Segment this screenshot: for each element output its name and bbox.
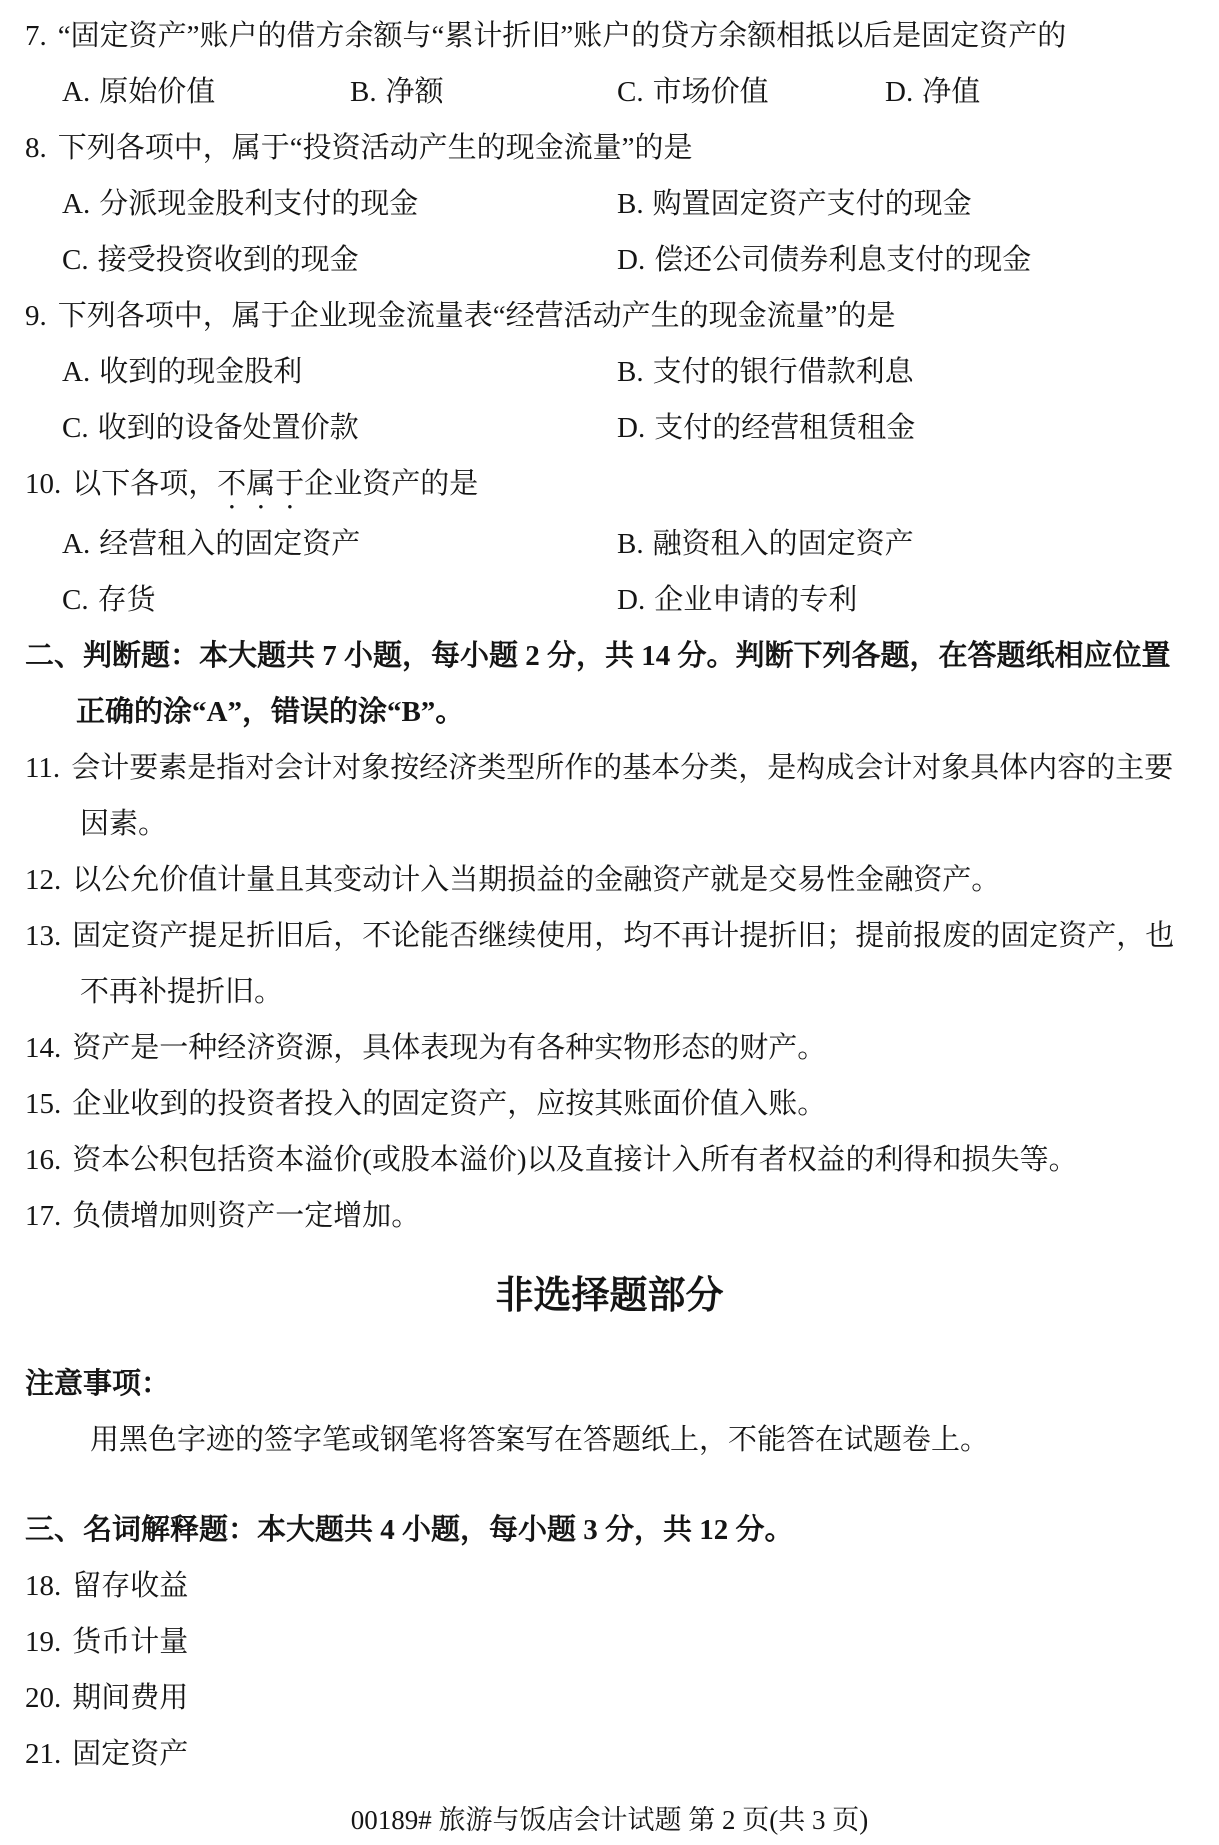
- question-7-option-c: C. 市场价值: [617, 76, 769, 108]
- question-7-options: [0, 64, 1219, 120]
- question-20-number: 20.: [25, 1682, 62, 1714]
- question-7-number: 7.: [25, 20, 47, 52]
- question-17-text: 负债增加则资产一定增加。: [72, 1200, 421, 1232]
- page-footer: 00189# 旅游与饭店会计试题 第 2 页(共 3 页): [350, 1805, 869, 1835]
- question-18-number: 18.: [25, 1570, 62, 1602]
- question-8-options-row-1: [0, 176, 1219, 232]
- question-10-option-d: D. 企业申请的专利: [617, 584, 858, 616]
- question-9-option-d: D. 支付的经营租赁租金: [617, 412, 916, 444]
- question-8-option-a: A. 分派现金股利支付的现金: [62, 188, 419, 220]
- question-11: [0, 740, 1219, 852]
- question-20-text: 期间费用: [72, 1682, 189, 1714]
- question-9-options-row-1: [0, 344, 1219, 400]
- question-12: [0, 852, 1219, 908]
- question-9-option-b: B. 支付的银行借款利息: [617, 356, 914, 388]
- question-15-text: 企业收到的投资者投入的固定资产，应按其账面价值入账。: [72, 1088, 827, 1120]
- question-8-options-row-2: [0, 232, 1219, 288]
- question-12-number: 12.: [25, 864, 62, 896]
- question-11-text: 会计要素是指对会计对象按经济类型所作的基本分类，是构成会计对象具体内容的主要因素。: [71, 752, 1174, 840]
- question-7-option-b: B. 净额: [350, 76, 444, 108]
- question-17: [0, 1188, 1219, 1244]
- question-14-number: 14.: [25, 1032, 62, 1064]
- question-14: [0, 1020, 1219, 1076]
- question-8-option-b: B. 购置固定资产支付的现金: [617, 188, 972, 220]
- question-9-text: 下列各项中，属于企业现金流量表“经营活动产生的现金流量”的是: [57, 300, 896, 332]
- question-16-number: 16.: [25, 1144, 62, 1176]
- question-10-number: 10.: [25, 468, 62, 500]
- question-10-option-c: C. 存货: [62, 584, 156, 616]
- question-9-option-a: A. 收到的现金股利: [62, 356, 303, 388]
- question-21: [0, 1726, 1219, 1782]
- section-terms-header: 三、名词解释题：本大题共 4 小题，每小题 3 分，共 12 分。: [25, 1514, 794, 1546]
- question-9-options-row-2: [0, 400, 1219, 456]
- question-9-number: 9.: [25, 300, 47, 332]
- question-8-number: 8.: [25, 132, 47, 164]
- question-17-number: 17.: [25, 1200, 62, 1232]
- question-10: [0, 456, 1219, 516]
- question-9-option-c: C. 收到的设备处置价款: [62, 412, 359, 444]
- question-18: [0, 1558, 1219, 1614]
- notice-label: 注意事项：: [25, 1368, 171, 1400]
- question-15: [0, 1076, 1219, 1132]
- question-10-text-before: 以下各项，: [72, 468, 218, 500]
- question-19-number: 19.: [25, 1626, 62, 1658]
- question-19-text: 货币计量: [72, 1626, 189, 1658]
- question-7-option-d: D. 净值: [885, 76, 981, 108]
- question-10-text-emphasized: 不属于: [217, 468, 305, 500]
- question-7: [0, 8, 1219, 64]
- non-choice-section-title: 非选择题部分: [495, 1275, 724, 1317]
- question-20: [0, 1670, 1219, 1726]
- question-9: [0, 288, 1219, 344]
- question-10-text-after: 企业资产的是: [304, 468, 479, 500]
- question-8-text: 下列各项中，属于“投资活动产生的现金流量”的是: [57, 132, 693, 164]
- question-7-text: “固定资产”账户的借方余额与“累计折旧”账户的贷方余额相抵以后是固定资产的: [57, 20, 1067, 52]
- question-13-text: 固定资产提足折旧后，不论能否继续使用，均不再计提折旧；提前报废的固定资产，也不再补提折旧。: [72, 920, 1175, 1008]
- question-10-option-a: A. 经营租入的固定资产: [62, 528, 361, 560]
- question-8: [0, 120, 1219, 176]
- question-8-option-c: C. 接受投资收到的现金: [62, 244, 359, 276]
- question-21-text: 固定资产: [72, 1738, 189, 1770]
- section-judge-header: 二、判断题：本大题共 7 小题，每小题 2 分，共 14 分。判断下列各题，在答题纸相应位置正确的涂“A”，错误的涂“B”。: [25, 640, 1171, 728]
- question-10-option-b: B. 融资租入的固定资产: [617, 528, 914, 560]
- question-10-options-row-2: [0, 572, 1219, 628]
- question-14-text: 资产是一种经济资源，具体表现为有各种实物形态的财产。: [72, 1032, 827, 1064]
- question-12-text: 以公允价值计量且其变动计入当期损益的金融资产就是交易性金融资产。: [72, 864, 1001, 896]
- question-18-text: 留存收益: [72, 1570, 189, 1602]
- question-7-option-a: A. 原始价值: [62, 76, 216, 108]
- question-21-number: 21.: [25, 1738, 62, 1770]
- question-19: [0, 1614, 1219, 1670]
- question-13-number: 13.: [25, 920, 62, 952]
- question-16: [0, 1132, 1219, 1188]
- question-8-option-d: D. 偿还公司债券利息支付的现金: [617, 244, 1032, 276]
- notice-text: 用黑色字迹的签字笔或钢笔将答案写在答题纸上，不能答在试题卷上。: [90, 1424, 990, 1456]
- question-15-number: 15.: [25, 1088, 62, 1120]
- question-11-number: 11.: [25, 752, 61, 784]
- question-10-options-row-1: [0, 516, 1219, 572]
- question-16-text: 资本公积包括资本溢价(或股本溢价)以及直接计入所有者权益的利得和损失等。: [72, 1144, 1078, 1176]
- question-13: [0, 908, 1219, 1020]
